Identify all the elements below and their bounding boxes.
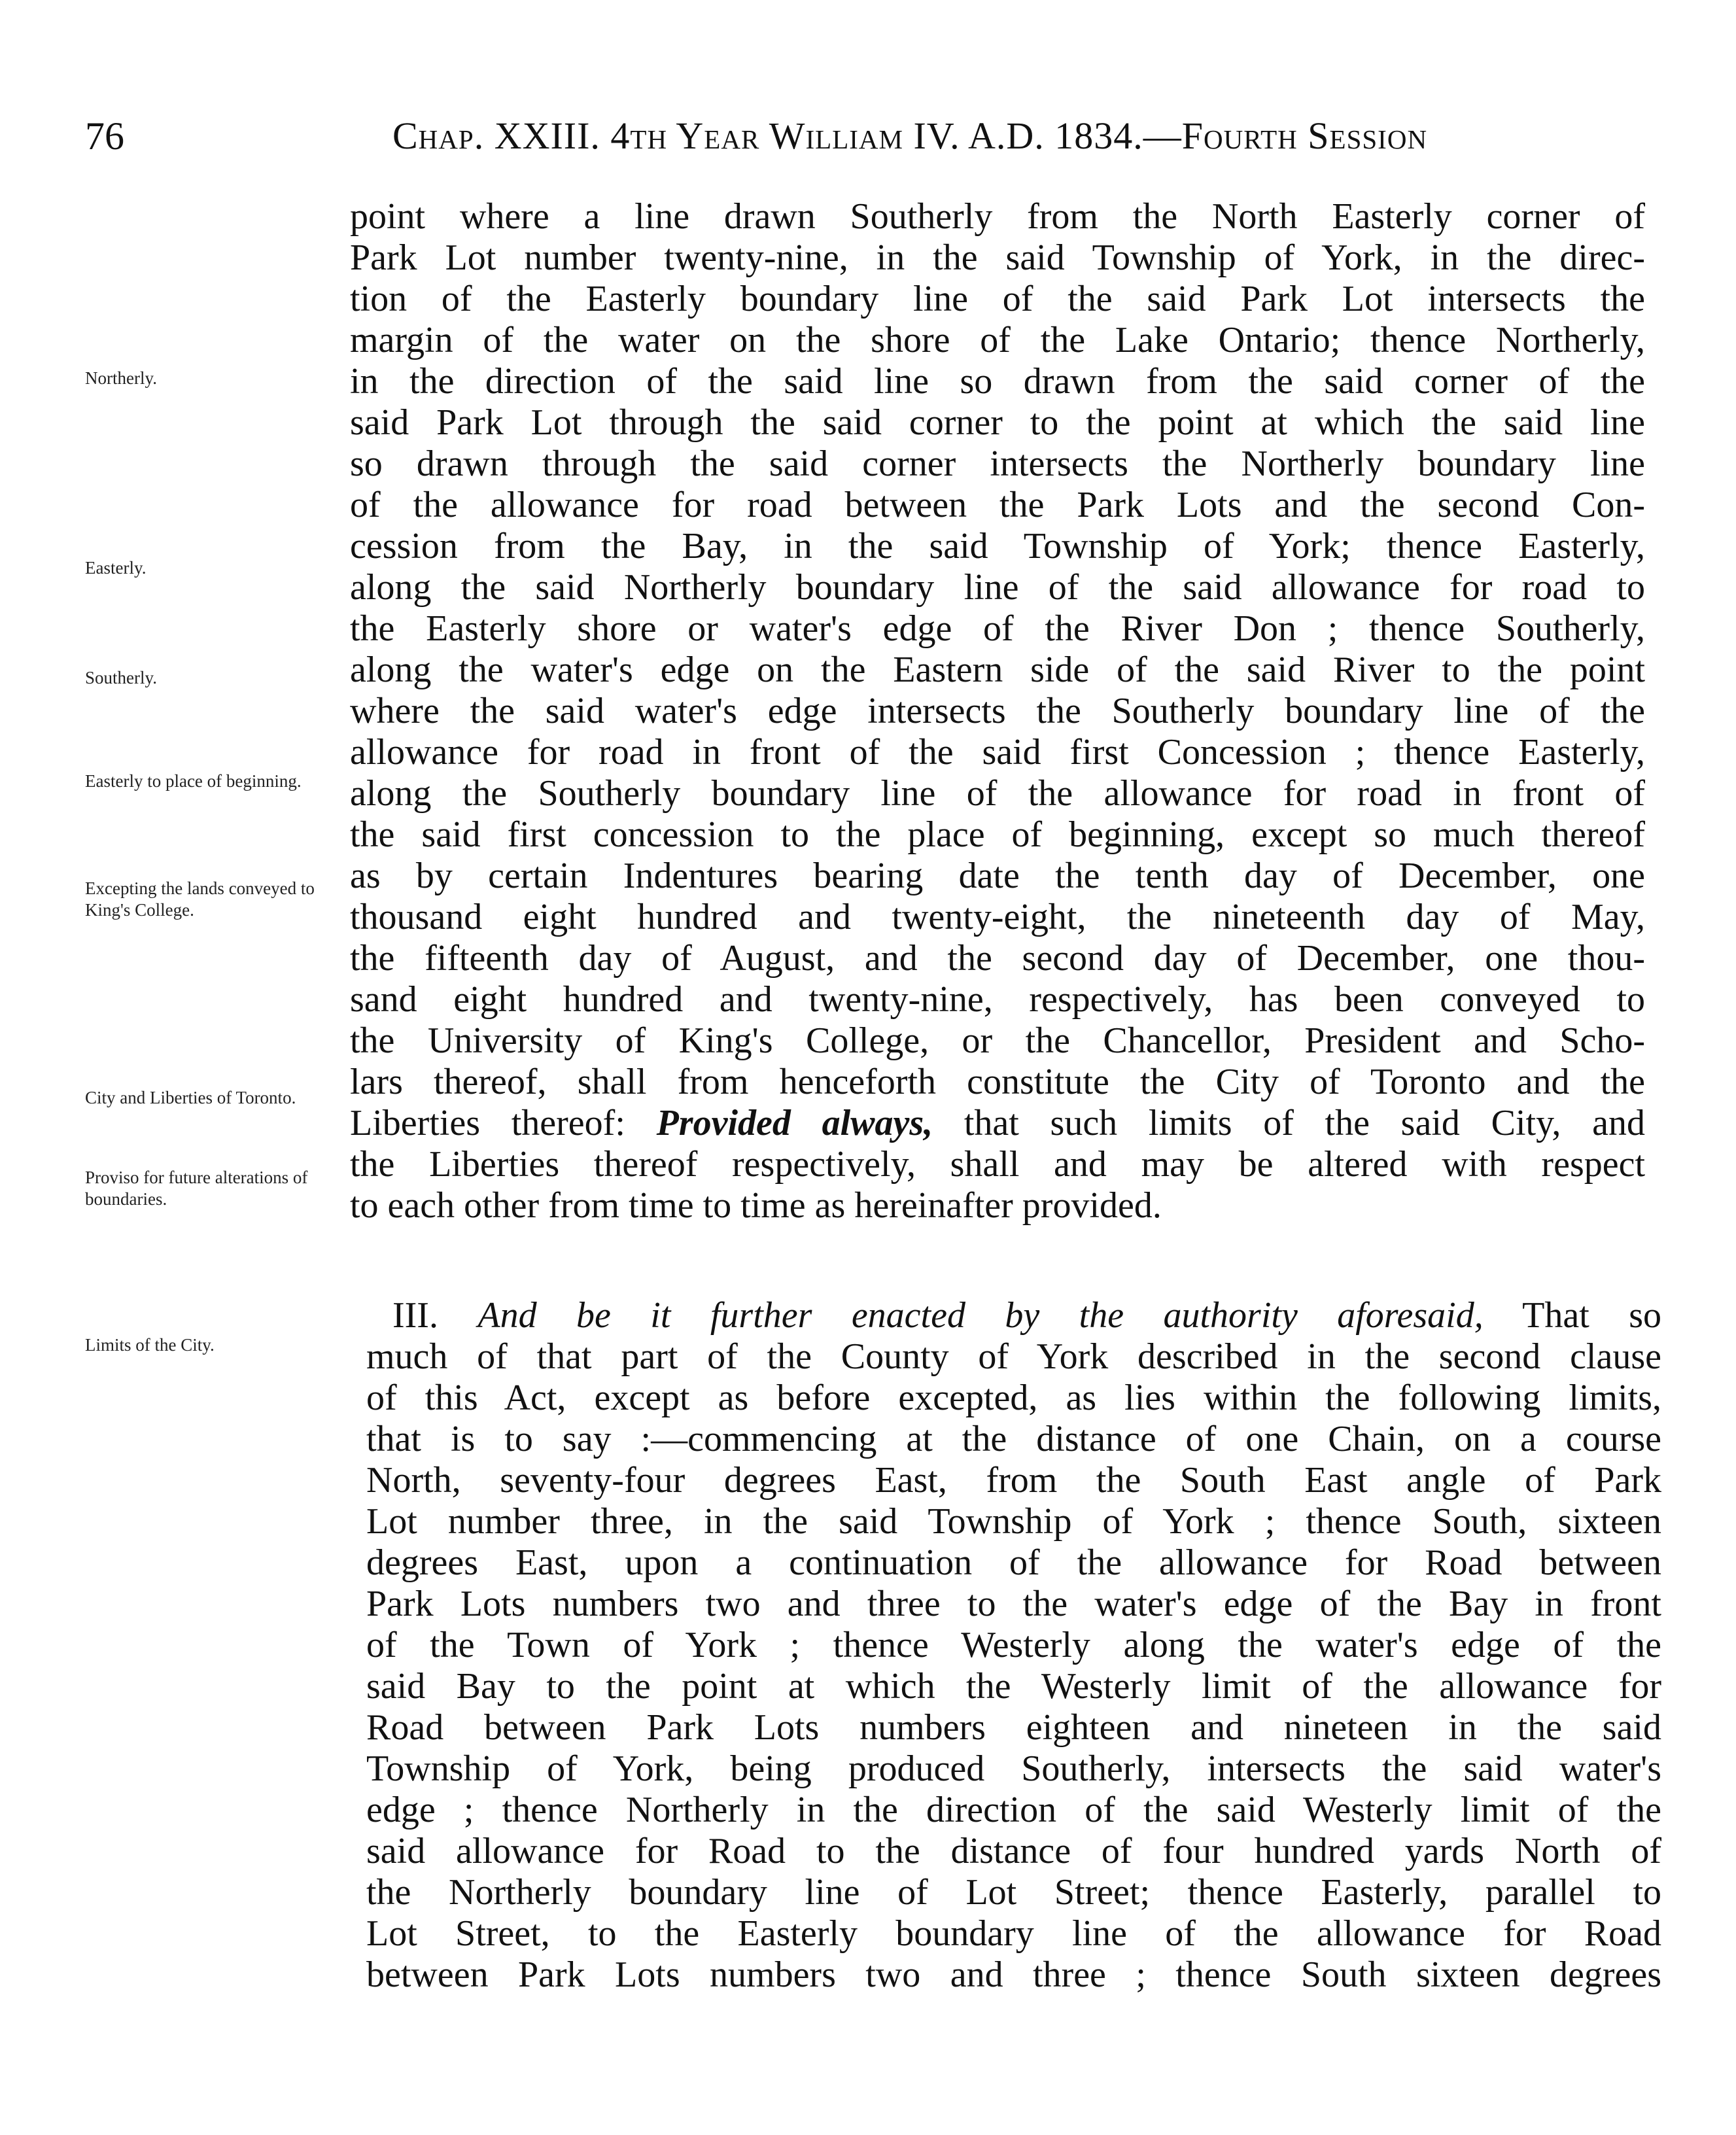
proviso-rest: that such limits of the said City, and xyxy=(933,1103,1645,1143)
text-line: the Liberties thereof respectively, shall and may be altered with respect xyxy=(350,1144,1645,1185)
text-line: Lot Street, to the Easterly boundary line of the allowance for Road xyxy=(366,1913,1661,1954)
text-line: North, seventy-four degrees East, from the South East angle of Park xyxy=(366,1460,1661,1501)
text-line: of the allowance for road between the Park Lots and the second Con- xyxy=(350,485,1645,525)
text-line: margin of the water on the shore of the Lake Ontario; thence Northerly, xyxy=(350,320,1645,360)
provided-always: Provided always, xyxy=(656,1103,933,1143)
text-line: where the said water's edge intersects the Southerly boundary line of the xyxy=(350,691,1645,731)
text-line: Park Lots numbers two and three to the water's edge of the Bay in front xyxy=(366,1584,1661,1624)
text-line: edge ; thence Northerly in the direction of the said Westerly limit of the xyxy=(366,1790,1661,1830)
text-line: said Bay to the point at which the Westerly limit of the allowance for xyxy=(366,1666,1661,1707)
text-line: Lot number three, in the said Township of York ; thence South, sixteen xyxy=(366,1501,1661,1542)
margin-note-northerly: Northerly. xyxy=(85,368,157,388)
margin-note-place-of-beginning: Easterly to place of beginning. xyxy=(85,771,302,791)
text-line: that is to say :—commencing at the distance of one Chain, on a course xyxy=(366,1419,1661,1459)
text-line: the University of King's College, or the Chancellor, President and Scho- xyxy=(350,1020,1645,1061)
text-line: Park Lot number twenty-nine, in the said Township of York, in the direc- xyxy=(350,237,1645,278)
text-line: allowance for road in front of the said first Concession ; thence Easterly, xyxy=(350,732,1645,772)
text-line: the Easterly shore or water's edge of the River Don ; thence Southerly, xyxy=(350,608,1645,649)
text-line: cession from the Bay, in the said Township of York; thence Easterly, xyxy=(350,526,1645,566)
text-line: along the water's edge on the Eastern side of the said River to the point xyxy=(350,650,1645,690)
text-line: Township of York, being produced Southerly, intersects the said water's xyxy=(366,1748,1661,1789)
margin-note-limits: Limits of the City. xyxy=(85,1335,215,1355)
text-line: in the direction of the said line so drawn from the said corner of the xyxy=(350,361,1645,402)
enacting-clause: And be it further enacted by the authority aforesaid, xyxy=(477,1295,1484,1336)
running-head: Chap. XXIII. 4th Year William IV. A.D. 1834.—Fourth Session xyxy=(392,114,1428,157)
text-line: degrees East, upon a continuation of the allowance for Road between xyxy=(366,1542,1661,1583)
margin-note-easterly: Easterly. xyxy=(85,558,147,578)
text-line: sand eight hundred and twenty-nine, respectively, has been conveyed to xyxy=(350,979,1645,1020)
text-line: much of that part of the County of York described in the second clause xyxy=(366,1336,1661,1377)
text-line: along the Southerly boundary line of the allowance for road in front of xyxy=(350,773,1645,814)
section-three-text xyxy=(366,1295,1661,1996)
text-line: said Park Lot through the said corner to the point at which the said line xyxy=(350,402,1645,443)
margin-note-proviso: Proviso for future alterations of boundaries. xyxy=(85,1168,308,1209)
text-line: of this Act, except as before excepted, as lies within the following limits, xyxy=(366,1378,1661,1418)
proviso-line xyxy=(350,1103,1645,1144)
text-line: lars thereof, shall from henceforth constitute the City of Toronto and the xyxy=(350,1062,1645,1102)
margin-note-southerly: Southerly. xyxy=(85,668,157,687)
text-line: tion of the Easterly boundary line of the said Park Lot intersects the xyxy=(350,279,1645,319)
section-three-opening xyxy=(366,1295,1661,1336)
text-line: to each other from time to time as hereinafter provided. xyxy=(350,1185,1162,1226)
first-line-rest: That so xyxy=(1483,1295,1661,1336)
section-two-text xyxy=(350,196,1645,1226)
margin-note-kings-college: Excepting the lands conveyed to King's College. xyxy=(85,878,315,920)
text-line: of the Town of York ; thence Westerly along the water's edge of the xyxy=(366,1625,1661,1665)
text-line: along the said Northerly boundary line of the said allowance for road to xyxy=(350,567,1645,608)
proviso-lead: Liberties thereof: xyxy=(350,1103,657,1143)
page-header xyxy=(85,110,1648,162)
text-line: as by certain Indentures bearing date the tenth day of December, one xyxy=(350,856,1645,896)
text-line: said allowance for Road to the distance of four hundred yards North of xyxy=(366,1831,1661,1871)
text-line: the Northerly boundary line of Lot Street; thence Easterly, parallel to xyxy=(366,1872,1661,1913)
page-number: 76 xyxy=(85,114,124,158)
text-line: Road between Park Lots numbers eighteen and nineteen in the said xyxy=(366,1707,1661,1748)
text-line: so drawn through the said corner intersects the Northerly boundary line xyxy=(350,443,1645,484)
text-line: the said first concession to the place of beginning, except so much thereof xyxy=(350,814,1645,855)
section-numeral: III. xyxy=(392,1295,478,1336)
margin-note-city-liberties: City and Liberties of Toronto. xyxy=(85,1088,296,1107)
text-line: thousand eight hundred and twenty-eight, the nineteenth day of May, xyxy=(350,897,1645,937)
text-line: between Park Lots numbers two and three ; thence South sixteen degrees xyxy=(366,1954,1661,1995)
text-line: point where a line drawn Southerly from the North Easterly corner of xyxy=(350,196,1645,237)
text-line: the fifteenth day of August, and the second day of December, one thou- xyxy=(350,938,1645,979)
